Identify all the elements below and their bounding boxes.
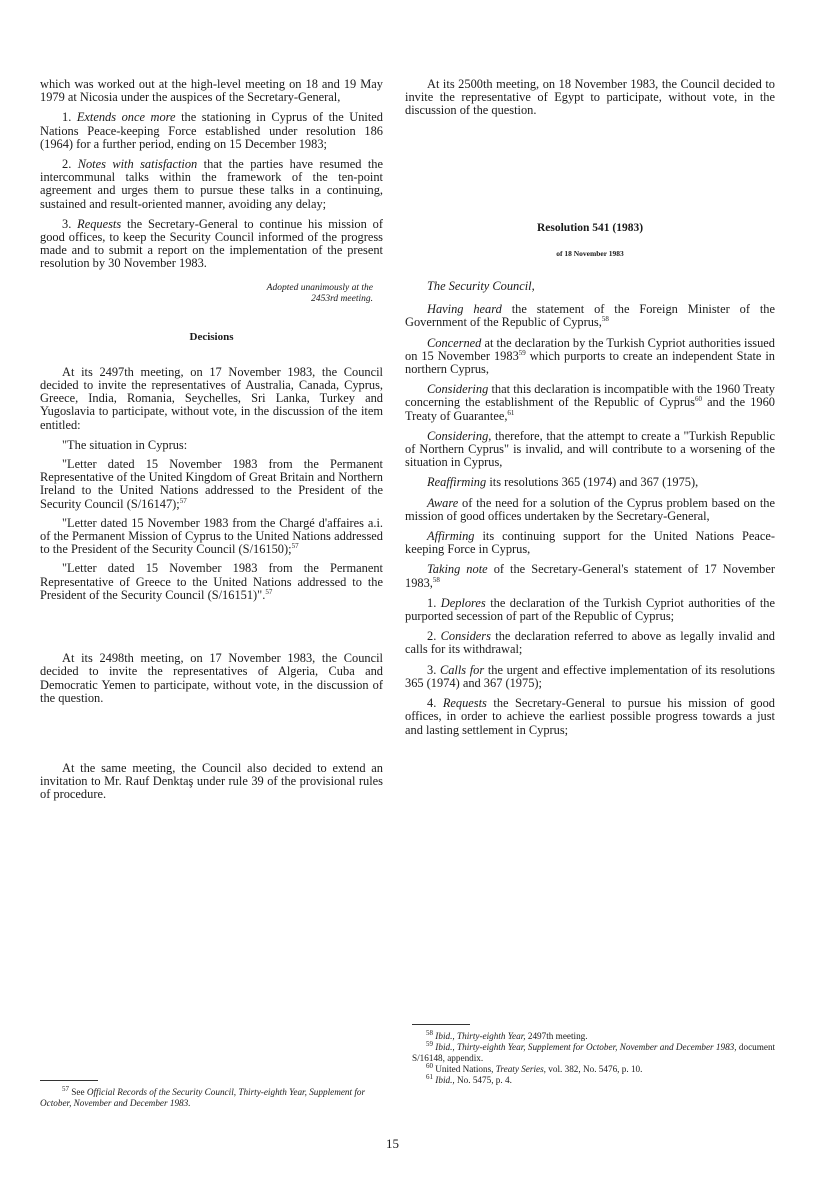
footnote-58: $^{58}$ Ibid., Thirty-eighth Year, 2497th meeting. <box>426 1028 588 1041</box>
resolution-date: of 18 November 1983 <box>556 248 624 258</box>
footnote-rule <box>40 1080 98 1081</box>
footnotes-left <box>40 1080 370 1109</box>
decision-paragraph-4: At its 2500th meeting, on 18 November 1983, the Council decided to invite the representative of Egypt to participate, without vote, in the discussion of the question. <box>405 77 775 118</box>
footnote-60: $^{60}$ United Nations, Treaty Series, vol. 382, No. 5476, p. 10. <box>426 1061 643 1074</box>
section-heading-decisions: Decisions <box>189 330 234 343</box>
resolution-title: Resolution 541 (1983) <box>536 221 644 234</box>
operative-paragraph-2: 2. Considers the declaration referred to above as legally invalid and calls for its withdrawal; <box>405 629 775 657</box>
operative-paragraph-2: 2. Notes with satisfaction that the parties have resumed the intercommunal talks within the framework of the ten-point agreement and urges them to pursue these talks in a continuing, sustained and result-oriented manner, avoiding any delay; <box>40 157 383 211</box>
operative-paragraph-1: 1. Deplores the declaration of the Turkish Cypriot authorities of the purported secession of part of the Republic of Cyprus; <box>405 595 775 624</box>
paragraph: which was worked out at the high-level meeting on 18 and 19 May 1979 at Nicosia under the auspices of the Secretary-General, <box>40 77 383 105</box>
letter-quote-1: "Letter dated 15 November 1983 from the Permanent Representative of the United Kingdom of Great Britain and Northern Ireland to the United Nations addressed to the President of the Security Council (S/16147);$^{57}$ <box>40 457 383 511</box>
security-council-heading: The Security Council, <box>427 279 535 294</box>
adoption-note: Adopted unanimously at the 2453rd meeting. <box>266 282 373 304</box>
footnote-61: $^{61}$ Ibid., No. 5475, p. 4. <box>426 1072 512 1085</box>
preamble-paragraph: Affirming its continuing support for the United Nations Peace-keeping Force in Cyprus, <box>405 529 775 557</box>
decision-paragraph-1: At its 2497th meeting, on 17 November 1983, the Council decided to invite the representatives of Australia, Canada, Cyprus, Greece, India, Romania, Seychelles, Sri Lanka, Turkey and Yugoslavia to participate, without vote, in the discussion of the item entitled: <box>40 364 383 432</box>
footnote-59: $^{59}$ Ibid., Thirty-eighth Year, Supplement for October, November and December 1983, document S/16148, appendix. <box>412 1039 776 1063</box>
operative-paragraph-1: 1. Extends once more the stationing in Cyprus of the United Nations Peace-keeping Force established under resolution 186 (1964) for a further period, ending on 15 December 1983; <box>40 110 383 151</box>
item-title-quote: "The situation in Cyprus: <box>62 437 188 452</box>
preamble-paragraph: Reaffirming its resolutions 365 (1974) and 367 (1975), <box>427 475 699 490</box>
footnotes-right <box>412 1024 777 1086</box>
page-number: 15 <box>386 1136 399 1151</box>
preamble-paragraph: Aware of the need for a solution of the Cyprus problem based on the mission of good offices undertaken by the Secretary-General, <box>405 495 775 523</box>
preamble-paragraph: Concerned at the declaration by the Turkish Cypriot authorities issued on 15 November 1983$^{59}$ which purports to create an independent State in northern Cyprus, <box>405 335 776 377</box>
left-column <box>40 78 383 809</box>
preamble-paragraph: Considering that this declaration is incompatible with the 1960 Treaty concerning the establishment of the Republic of Cyprus$^{60}$ and the 1960 Treaty of Guarantee,$^{61}$ <box>405 382 775 423</box>
operative-paragraph-4: 4. Requests the Secretary-General to pursue his mission of good offices, in order to achieve the earliest possible progress towards a just and lasting settlement in Cyprus; <box>405 696 775 737</box>
footnote-rule <box>412 1024 470 1025</box>
decision-paragraph-2: At its 2498th meeting, on 17 November 1983, the Council decided to invite the representatives of Algeria, Cuba and Democratic Yemen to participate, without vote, in the discussion of the question. <box>40 651 383 705</box>
decision-paragraph-3: At the same meeting, the Council also decided to extend an invitation to Mr. Rauf Denktaş under rule 39 of the provisional rules of procedure. <box>40 760 383 802</box>
letter-quote-3: "Letter dated 15 November 1983 from the Permanent Representative of Greece to the United Nations addressed to the President of the Security Council (S/16151)".$^{57}$ <box>40 561 383 602</box>
operative-paragraph-3: 3. Calls for the urgent and effective implementation of its resolutions 365 (1974) and 367 (1975); <box>405 662 775 690</box>
letter-quote-2: "Letter dated 15 November 1983 from the Chargé d'affaires a.i. of the Permanent Mission of Cyprus to the United Nations addressed to the President of the Security Council (S/16150);$^{57}$ <box>40 515 383 557</box>
right-column <box>405 78 775 744</box>
operative-paragraph-3: 3. Requests the Secretary-General to continue his mission of good offices, to keep the Security Council informed of the progress made and to submit a report on the implementation of the present resolution by 30 November 1983. <box>40 216 383 271</box>
preamble-paragraph: Considering, therefore, that the attempt to create a "Turkish Republic of Northern Cyprus" is invalid, and will contribute to a worsening of the situation in Cyprus, <box>405 428 775 470</box>
footnote-57: $^{57}$ See Official Records of the Security Council, Thirty-eighth Year, Supplement for October, November and December 1983. <box>40 1084 366 1108</box>
preamble-paragraph: Having heard the statement of the Foreign Minister of the Government of the Republic of Cyprus,$^{58}$ <box>405 302 775 330</box>
preamble-paragraph: Taking note of the Secretary-General's statement of 17 November 1983,58 <box>405 562 775 590</box>
